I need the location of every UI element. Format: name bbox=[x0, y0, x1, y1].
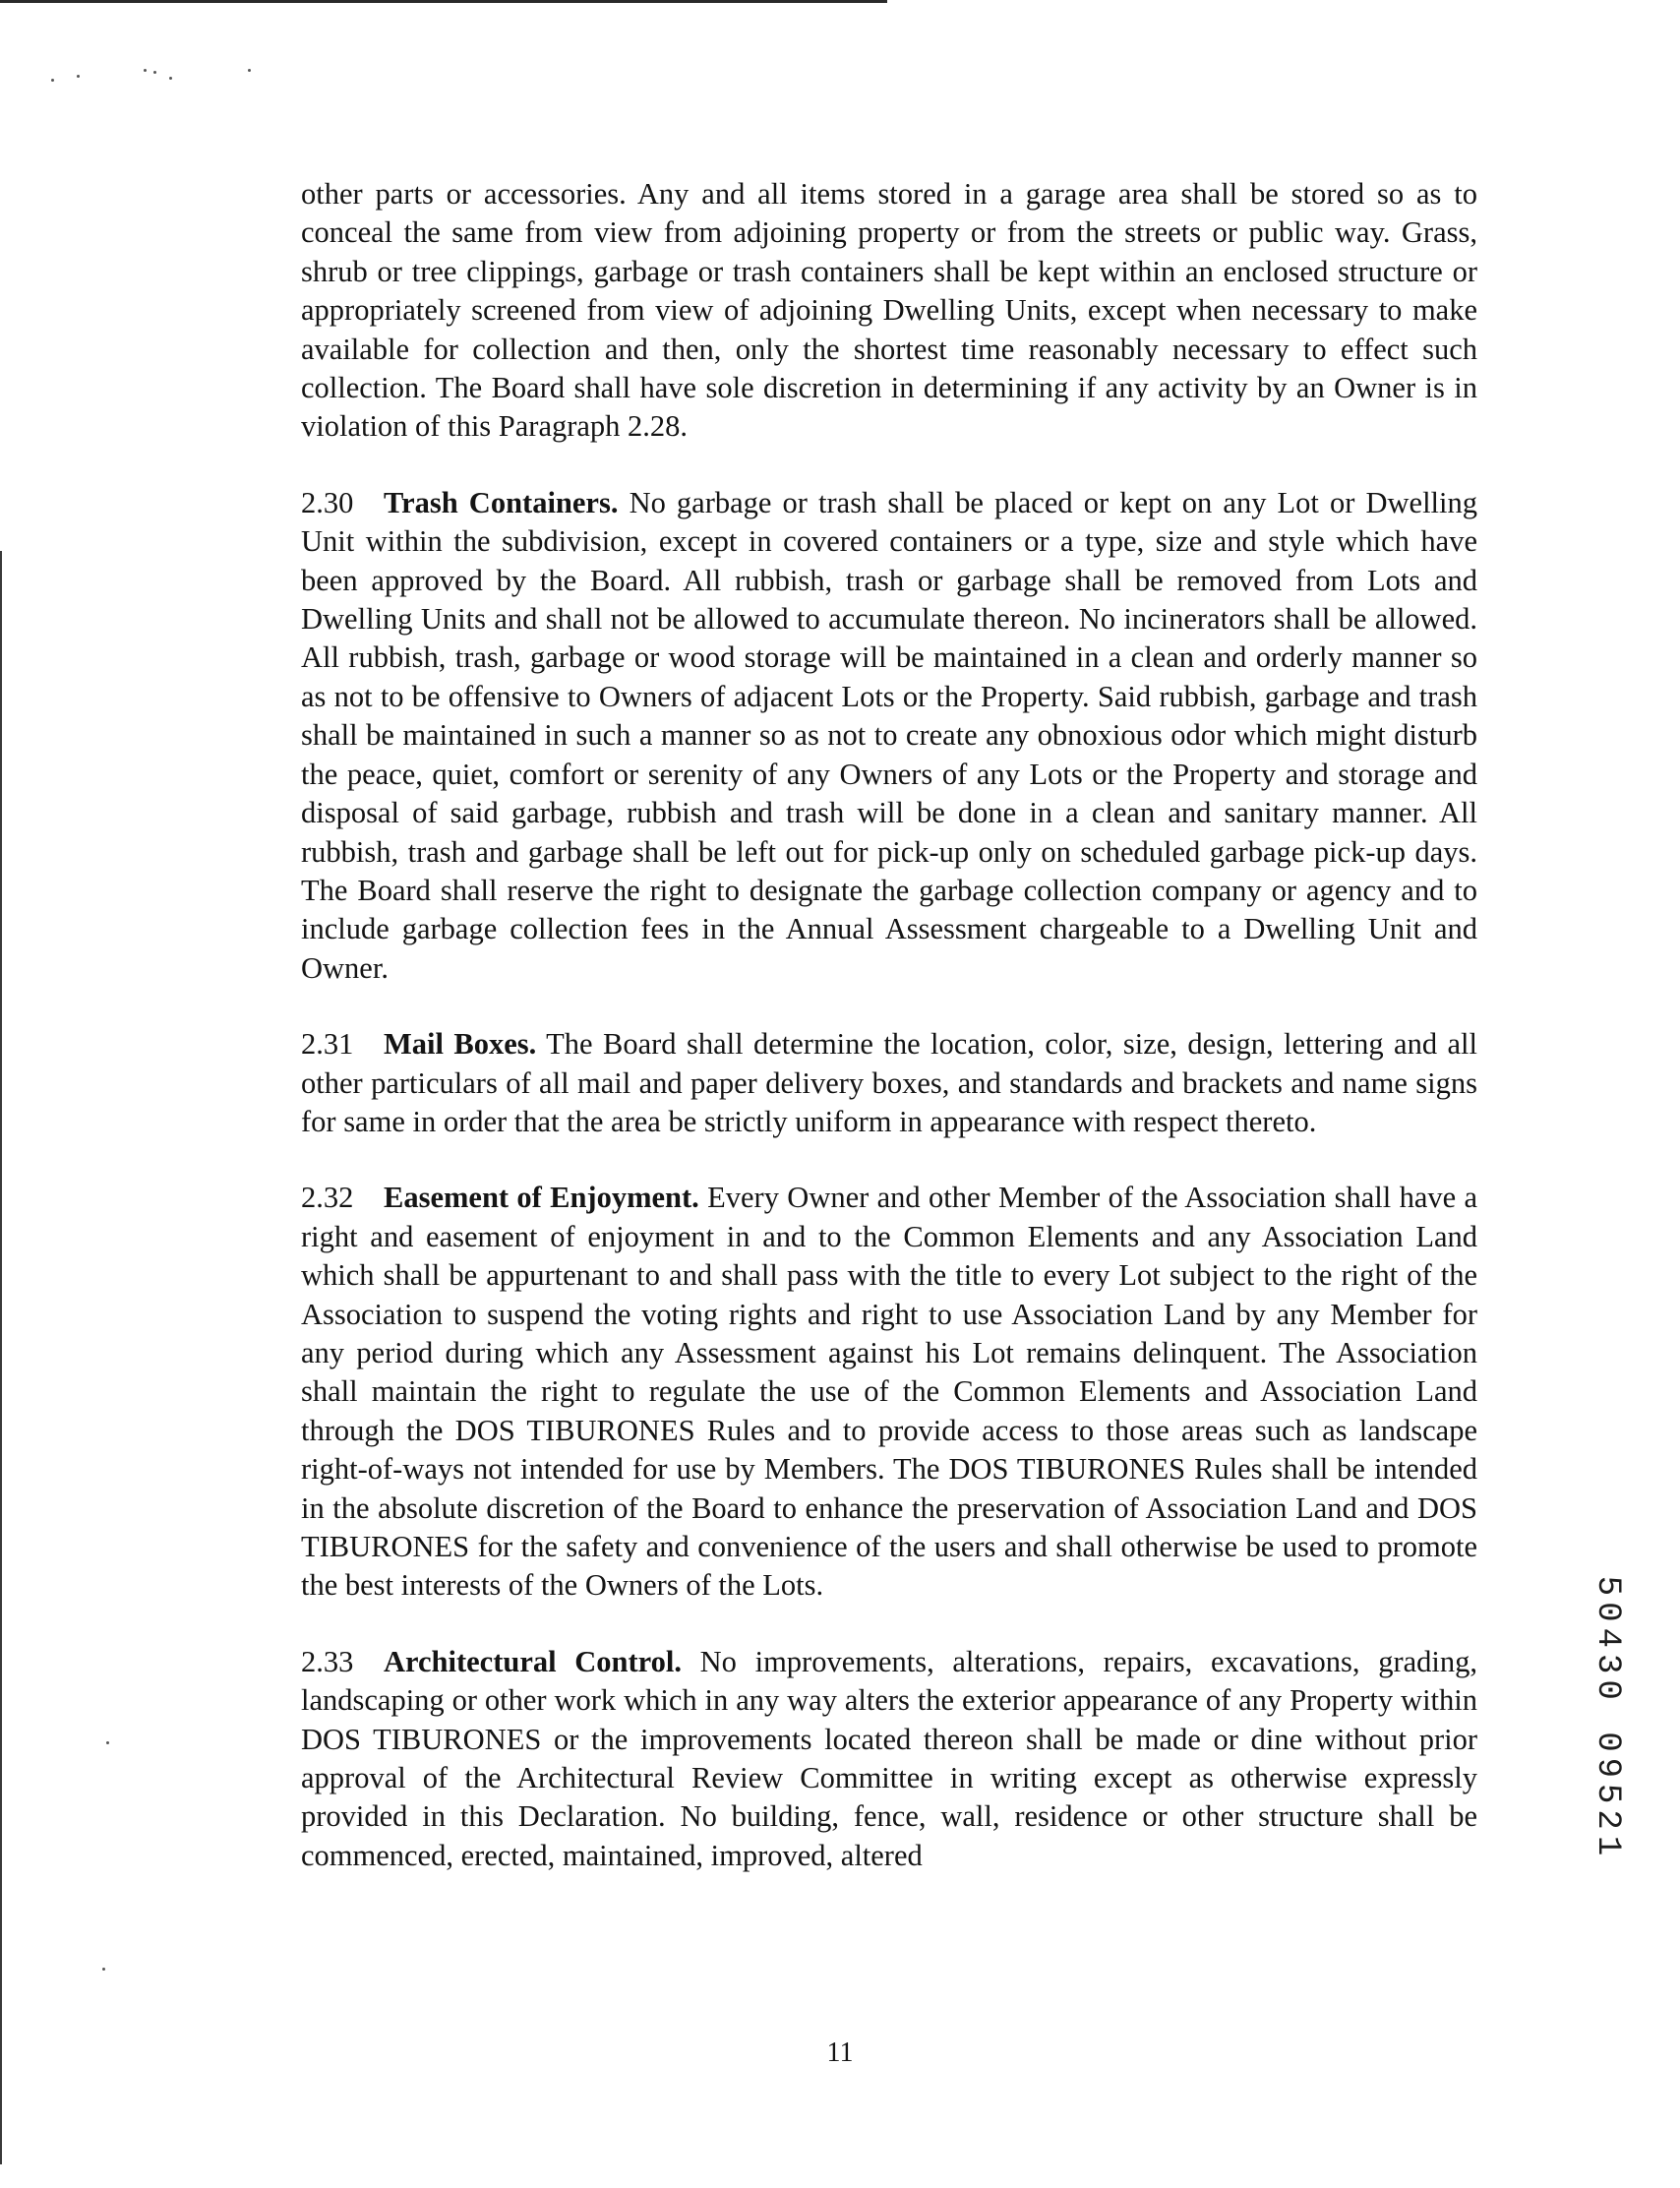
section-text: The Board shall determine the location, color, size, design, lettering and all other particulars of all mail and paper delivery boxes, and standards and brackets and name signs for same in order that the area be strictly uniform in appearance with respect thereto. bbox=[301, 1027, 1477, 1138]
scan-top-edge bbox=[0, 0, 887, 3]
page-number: 11 bbox=[826, 2037, 854, 2068]
section-title: Architectural Control. bbox=[384, 1644, 682, 1678]
scan-speck bbox=[106, 1741, 109, 1744]
scan-speck bbox=[102, 1968, 105, 1971]
scan-speck bbox=[144, 69, 147, 72]
scan-speck bbox=[248, 69, 251, 72]
section-number: 2.32 bbox=[301, 1181, 354, 1215]
section-title: Easement of Enjoyment. bbox=[384, 1181, 699, 1215]
document-body bbox=[301, 175, 1477, 1913]
scan-speck bbox=[169, 77, 172, 80]
recording-stamp-number: 50430 09521 bbox=[1589, 1575, 1626, 1862]
scan-speck bbox=[153, 71, 156, 74]
section-number: 2.31 bbox=[301, 1027, 354, 1062]
section-text: No garbage or trash shall be placed or kept on any Lot or Dwelling Unit within the subdivision, except in covered containers or a type, size and style which have been approved by the Board. All rubbish, trash or garbage shall be removed from Lots and Dwelling Units and shall not be allowed to accumulate thereon. No incinerators shall be allowed. All rubbish, trash, garbage or wood storage will be maintained in a clean and orderly manner so as not to be offensive to Owners of adjacent Lots or the Property. Said rubbish, garbage and trash shall be maintained in such a manner so as not to create any obnoxious odor which might disturb the peace, quiet, comfort or serenity of any Owners of any Lots or the Property and storage and disposal of said garbage, rubbish and trash will be done in a clean and sanitary manner. All rubbish, trash and garbage shall be left out for pick-up only on scheduled garbage pick-up days. The Board shall reserve the right to designate the garbage collection company or agency and to include garbage collection fees in the Annual Assessment chargeable to a Dwelling Unit and Owner. bbox=[301, 485, 1478, 985]
section-2-31-mail-boxes bbox=[301, 1025, 1477, 1141]
section-2-32-easement-of-enjoyment bbox=[301, 1179, 1477, 1605]
section-2-30-trash-containers bbox=[301, 484, 1477, 988]
paragraph-continuation bbox=[301, 175, 1477, 447]
section-2-33-architectural-control bbox=[301, 1643, 1477, 1875]
paragraph-text: other parts or accessories. Any and all items stored in a garage area shall be stored so as to conceal the same from view from adjoining property or from the streets or public way. Grass, shrub or tree clippings, garbage or trash containers shall be kept within an enclosed structure or appropriately screened from view of adjoining Dwelling Units, except when necessary to make available for collection and then, only the shortest time reasonably necessary to effect such collection. The Board shall have sole discretion in determining if any activity by an Owner is in violation of this Paragraph 2.28. bbox=[301, 177, 1477, 444]
scan-speck bbox=[77, 75, 80, 78]
recording-stamp bbox=[1578, 1575, 1637, 1862]
scan-speck bbox=[51, 79, 54, 82]
section-number: 2.33 bbox=[301, 1644, 354, 1678]
section-title: Trash Containers. bbox=[384, 485, 619, 519]
section-text: No improvements, alterations, repairs, excavations, grading, landscaping or other work which in any way alters the exterior appearance of any Property within DOS TIBURONES or the improvements located thereon shall be made or dine without prior approval of the Architectural Review Committee in writing except as otherwise expressly provided in this Declaration. No building, fence, wall, residence or other structure shall be commenced, erected, maintained, improved, altered bbox=[301, 1644, 1477, 1872]
section-text: Every Owner and other Member of the Association shall have a right and easement of enjoyment in and to the Common Elements and any Association Land which shall be appurtenant to and shall pass with the title to every Lot subject to the right of the Association to suspend the voting rights and right to use Association Land by any Member for any period during which any Assessment against his Lot remains delinquent. The Association shall maintain the right to regulate the use of the Common Elements and Association Land through the DOS TIBURONES Rules and to provide access to those areas such as landscape right-of-ways not intended for use by Members. The DOS TIBURONES Rules shall be intended in the absolute discretion of the Board to enhance the preservation of Association Land and DOS TIBURONES for the safety and convenience of the users and shall otherwise be used to promote the best interests of the Owners of the Lots. bbox=[301, 1181, 1478, 1603]
section-title: Mail Boxes. bbox=[384, 1027, 537, 1062]
section-number: 2.30 bbox=[301, 485, 354, 519]
scan-left-edge bbox=[0, 551, 2, 2164]
